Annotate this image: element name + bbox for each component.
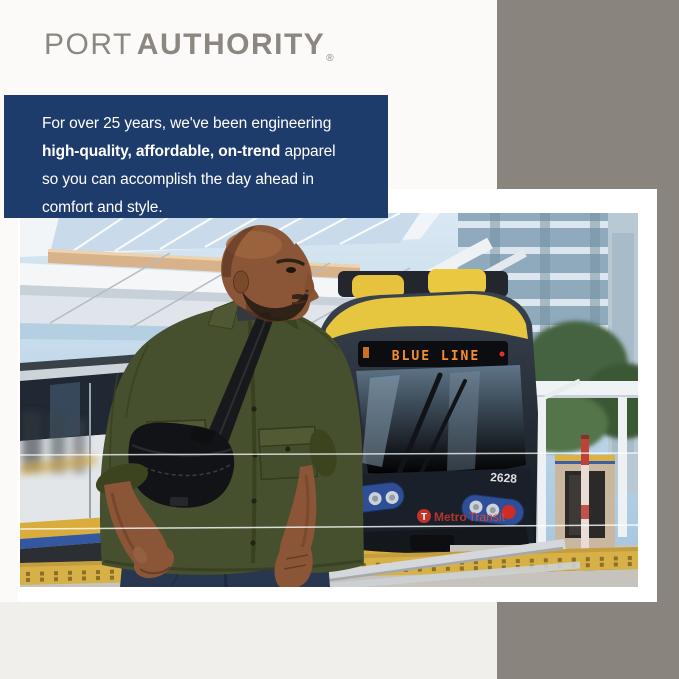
message-line-2-regular: apparel [280, 143, 336, 160]
destination-sign-text: BLUE LINE [391, 349, 481, 364]
photo-scene [20, 213, 638, 587]
ear [234, 271, 249, 293]
photo-card [18, 189, 657, 602]
brand-message-box [4, 95, 388, 218]
brand-word-authority: AUTHORITY [136, 28, 326, 61]
eye [286, 267, 296, 273]
message-line-4: comfort and style. [42, 199, 163, 216]
brand-word-port: PORT [44, 28, 133, 61]
registered-trademark-symbol: ® [326, 53, 334, 64]
bottom-left-strip [0, 602, 497, 679]
message-line-3: so you can accomplish the day ahead in [42, 171, 314, 188]
svg-text:T: T [420, 512, 428, 523]
blurred-platform-clutter [20, 411, 96, 475]
sling-bag [128, 423, 234, 508]
message-line-2 [42, 138, 388, 166]
svg-text:MetroTransit: Metro Transit [434, 510, 505, 524]
message-line-2-bold: high-quality, affordable, on-trend [42, 143, 281, 160]
message-line-1: For over 25 years, we've been engineering [42, 115, 332, 132]
brand-logo [44, 28, 334, 62]
car-number-right: 2628 [489, 470, 518, 486]
